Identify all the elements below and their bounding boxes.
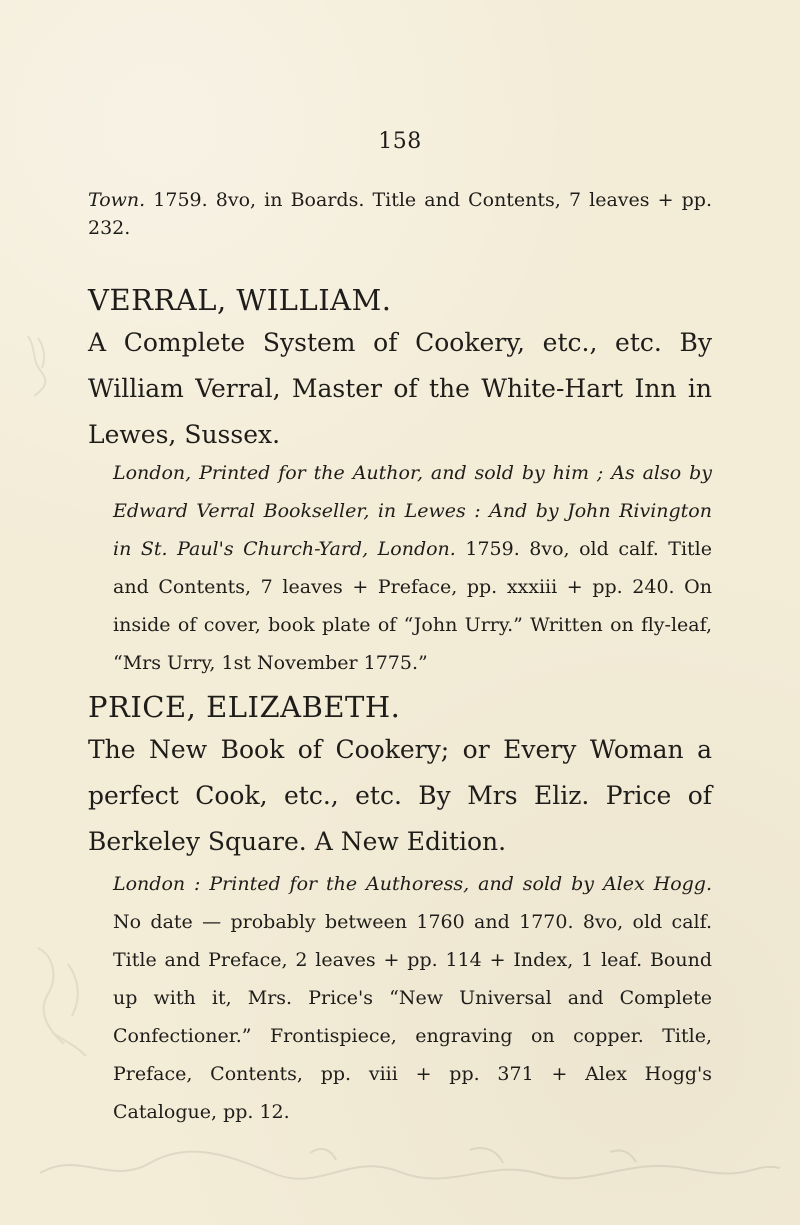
page-number: 158 <box>378 129 422 154</box>
entry-title-verral: A Complete System of Cookery, etc., etc. By William Verral, Master of the White-Hart Inn in Lewes, Sussex. <box>88 328 712 449</box>
imprint-italic-verral: London, Printed for the Author, and sold by him ; As also by Edward Verral Bookseller, in Lewes : And by John Rivington in St. Paul's Church-Yard, London. <box>113 462 712 560</box>
continuation-italic-lead: Town. <box>88 189 146 211</box>
continuation-text: 1759. 8vo, in Boards. Title and Contents, 7 leaves + pp. 232. <box>88 189 712 239</box>
previous-entry-continuation <box>88 186 712 242</box>
entry-title-price: The New Book of Cookery; or Every Woman a perfect Cook, etc., etc. By Mrs Eliz. Price of Berkeley Square. A New Edition. <box>88 735 712 856</box>
imprint-text-verral: 1759. 8vo, old calf. Title and Contents, 7 leaves + Preface, pp. xxxiii + pp. 240. On inside of cover, book plate of “John Urry.” Written on fly-leaf, “Mrs Urry, 1st November 1775.” <box>113 538 712 674</box>
entry-imprint-verral <box>88 454 712 682</box>
faint-pencil-inscription <box>0 1138 800 1193</box>
entry-heading-price: PRICE, ELIZABETH. <box>88 690 401 724</box>
margin-bleed-mark-lower <box>28 938 98 1068</box>
entry-heading-verral: VERRAL, WILLIAM. <box>88 283 392 317</box>
imprint-text-price: No date — probably between 1760 and 1770. 8vo, old calf. Title and Preface, 2 leaves + pp. 114 + Index, 1 leaf. Bound up with it, Mrs. Price's “New Universal and Complete Confectioner.” Frontispiece, engraving on copper. Title, Preface, Contents, pp. viii + pp. 371 + Alex Hogg's Catalogue, pp. 12. <box>113 911 712 1123</box>
imprint-italic-price: London : Printed for the Authoress, and sold by Alex Hogg. <box>113 873 712 895</box>
margin-bleed-mark-top <box>22 330 56 400</box>
entry-imprint-price <box>88 865 712 1131</box>
